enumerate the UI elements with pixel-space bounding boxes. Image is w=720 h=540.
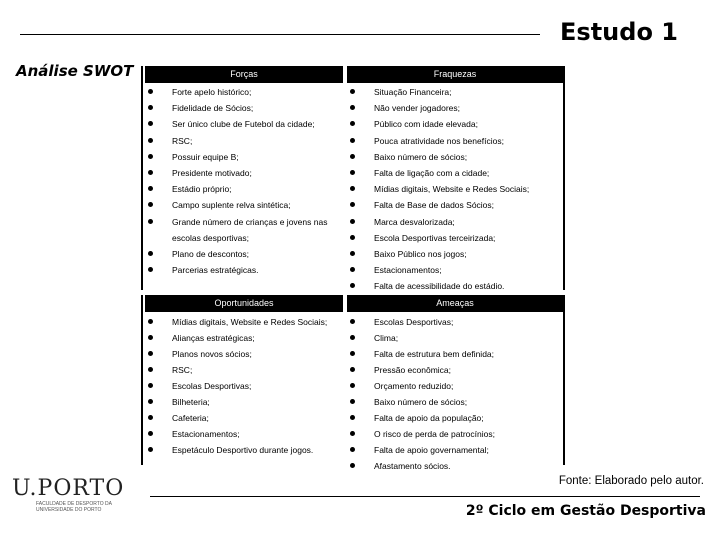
title-divider <box>20 34 540 35</box>
list-item: O risco de perda de patrocínios; <box>350 428 495 440</box>
list-item: Escolas Desportivas; <box>350 316 453 328</box>
bullet-icon <box>350 383 355 388</box>
bullet-icon <box>350 105 355 110</box>
bullet-icon <box>350 154 355 159</box>
slide-title: Estudo 1 <box>560 18 678 46</box>
list-item: Fidelidade de Sócios; <box>148 102 253 114</box>
list-item: Falta de apoio da população; <box>350 412 484 424</box>
bullet-icon <box>350 463 355 468</box>
list-item: Baixo número de sócios; <box>350 396 467 408</box>
logo-wordmark: U.PORTO <box>12 476 125 501</box>
list-item: Grande número de crianças e jovens nas <box>148 216 327 228</box>
list-item: Não vender jogadores; <box>350 102 460 114</box>
list-item: Bilheteria; <box>148 396 210 408</box>
bullet-icon <box>350 431 355 436</box>
list-item: Escolas Desportivas; <box>148 380 251 392</box>
list-item: Pressão econômica; <box>350 364 451 376</box>
bullet-icon <box>350 335 355 340</box>
list-item: Espetáculo Desportivo durante jogos. <box>148 444 313 456</box>
list-item: RSC; <box>148 364 192 376</box>
list-item: Cafeteria; <box>148 412 209 424</box>
bullet-icon <box>148 399 153 404</box>
list-item: Estacionamentos; <box>350 264 442 276</box>
list-item: Presidente motivado; <box>148 167 252 179</box>
left-border <box>141 66 143 290</box>
bullet-icon <box>148 202 153 207</box>
list-item: Planos novos sócios; <box>148 348 252 360</box>
list-item: Baixo número de sócios; <box>350 151 467 163</box>
bullet-icon <box>350 170 355 175</box>
bullet-icon <box>350 367 355 372</box>
strengths-header: Forças <box>145 66 343 83</box>
bullet-icon <box>148 383 153 388</box>
bullet-icon <box>350 447 355 452</box>
bullet-icon <box>350 219 355 224</box>
analysis-label: Análise SWOT <box>16 62 134 80</box>
bullet-icon <box>148 170 153 175</box>
bullet-icon <box>350 235 355 240</box>
bullet-icon <box>350 202 355 207</box>
list-item: Afastamento sócios. <box>350 460 451 472</box>
list-item: Baixo Público nos jogos; <box>350 248 467 260</box>
bullet-icon <box>148 367 153 372</box>
list-item: Ser único clube de Futebol da cidade; <box>148 118 315 130</box>
list-item: Pouca atratividade nos benefícios; <box>350 135 504 147</box>
list-item: Falta de ligação com a cidade; <box>350 167 489 179</box>
bullet-icon <box>350 121 355 126</box>
right-border <box>563 66 565 290</box>
weaknesses-header: Fraquezas <box>347 66 563 83</box>
list-item: Campo suplente relva sintética; <box>148 199 291 211</box>
list-item: Estádio próprio; <box>148 183 232 195</box>
bullet-icon <box>148 251 153 256</box>
bullet-icon <box>148 121 153 126</box>
footer-divider <box>150 496 700 497</box>
list-item: Público com idade elevada; <box>350 118 478 130</box>
bullet-icon <box>350 251 355 256</box>
list-item-continuation: escolas desportivas; <box>172 233 250 243</box>
bullet-icon <box>148 431 153 436</box>
bullet-icon <box>350 186 355 191</box>
source-note: Fonte: Elaborado pelo autor. <box>558 475 704 487</box>
list-item: Falta de estrutura bem definida; <box>350 348 494 360</box>
bullet-icon <box>350 351 355 356</box>
list-item: Falta de apoio governamental; <box>350 444 489 456</box>
list-item: Alianças estratégicas; <box>148 332 255 344</box>
left-border-lower <box>141 295 143 465</box>
bullet-icon <box>350 399 355 404</box>
right-border-lower <box>563 295 565 465</box>
list-item: Orçamento reduzido; <box>350 380 453 392</box>
list-item: Forte apelo histórico; <box>148 86 251 98</box>
list-item: Falta de acessibilidade do estádio. <box>350 280 504 292</box>
list-item: Clima; <box>350 332 398 344</box>
bullet-icon <box>350 319 355 324</box>
university-logo <box>12 476 136 513</box>
list-item: Marca desvalorizada; <box>350 216 455 228</box>
bullet-icon <box>148 351 153 356</box>
list-item: Estacionamentos; <box>148 428 240 440</box>
list-item: Plano de descontos; <box>148 248 249 260</box>
bullet-icon <box>350 267 355 272</box>
list-item: RSC; <box>148 135 192 147</box>
list-item: Mídias digitais, Website e Redes Sociais; <box>350 183 529 195</box>
bullet-icon <box>148 154 153 159</box>
program-name: 2º Ciclo em Gestão Desportiva <box>465 503 706 519</box>
list-item: Escola Desportivas terceirizada; <box>350 232 495 244</box>
bullet-icon <box>148 105 153 110</box>
bullet-icon <box>148 319 153 324</box>
bullet-icon <box>148 89 153 94</box>
logo-subtext: FACULDADE DE DESPORTO DA UNIVERSIDADE DO PORTO <box>36 501 112 513</box>
bullet-icon <box>148 186 153 191</box>
list-item: Parcerias estratégicas. <box>148 264 258 276</box>
bullet-icon <box>148 267 153 272</box>
bullet-icon <box>148 219 153 224</box>
list-item: Situação Financeira; <box>350 86 452 98</box>
bullet-icon <box>350 283 355 288</box>
bullet-icon <box>350 138 355 143</box>
bullet-icon <box>148 335 153 340</box>
list-item: Falta de Base de dados Sócios; <box>350 199 494 211</box>
list-item: Possuir equipe B; <box>148 151 239 163</box>
list-item: Mídias digitais, Website e Redes Sociais; <box>148 316 327 328</box>
opportunities-header: Oportunidades <box>145 295 343 312</box>
bullet-icon <box>148 447 153 452</box>
bullet-icon <box>148 415 153 420</box>
bullet-icon <box>350 89 355 94</box>
bullet-icon <box>148 138 153 143</box>
bullet-icon <box>350 415 355 420</box>
threats-header: Ameaças <box>347 295 563 312</box>
